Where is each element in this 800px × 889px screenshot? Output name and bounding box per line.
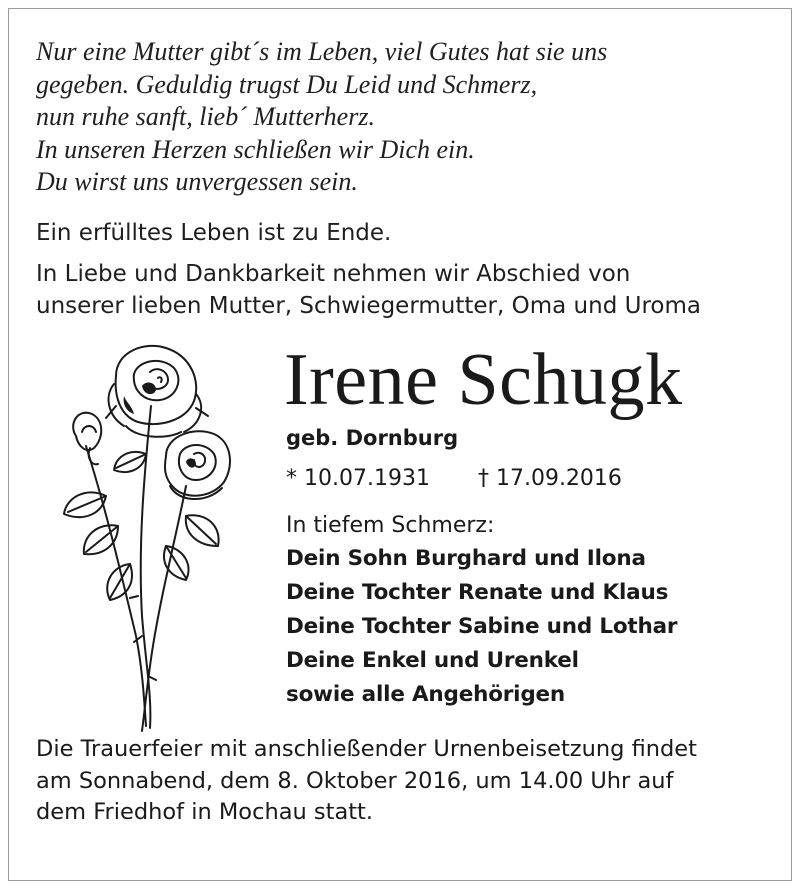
poem-line: Du wirst uns unvergessen sein. — [36, 167, 358, 196]
birth-date: * 10.07.1931 — [286, 466, 430, 491]
poem-line: In unseren Herzen schließen wir Dich ein. — [36, 134, 475, 164]
mourner: Deine Tochter Sabine und Lothar — [286, 614, 678, 639]
intro-line: unserer lieben Mutter, Schwiegermutter, Oma und Uroma — [36, 293, 701, 319]
funeral-line: dem Friedhof in Mochau statt. — [36, 799, 374, 825]
poem-line: nun ruhe sanft, lieb´ Mutterherz. — [36, 102, 375, 131]
mourner: Deine Tochter Renate und Klaus — [286, 580, 669, 605]
mourners-block — [286, 510, 677, 712]
mourner: sowie alle Angehörigen — [286, 682, 566, 707]
mourner: Dein Sohn Burghard und Ilona — [286, 546, 646, 571]
death-date: † 17.09.2016 — [477, 466, 622, 491]
birth-name: geb. Dornburg — [286, 426, 459, 450]
farewell-intro — [36, 258, 701, 322]
life-dates — [286, 464, 622, 494]
deceased-name: Irene Schugk — [284, 339, 683, 421]
poem — [36, 36, 776, 199]
funeral-info — [36, 734, 697, 829]
funeral-line: Die Trauerfeier mit anschließender Urnenbeisetzung findet — [36, 736, 697, 762]
rose-icon — [46, 336, 236, 736]
mourners-intro: In tiefem Schmerz: — [286, 513, 495, 538]
poem-line: gegeben. Geduldig trugst Du Leid und Schmerz, — [36, 69, 538, 99]
life-line: Ein erfülltes Leben ist zu Ende. — [36, 220, 392, 246]
mourner: Deine Enkel und Urenkel — [286, 648, 579, 673]
intro-line: In Liebe und Dankbarkeit nehmen wir Abschied von — [36, 261, 631, 287]
poem-line: Nur eine Mutter gibt´s im Leben, viel Gutes hat sie uns — [36, 37, 608, 66]
funeral-line: am Sonnabend, dem 8. Oktober 2016, um 14.00 Uhr auf — [36, 767, 674, 794]
